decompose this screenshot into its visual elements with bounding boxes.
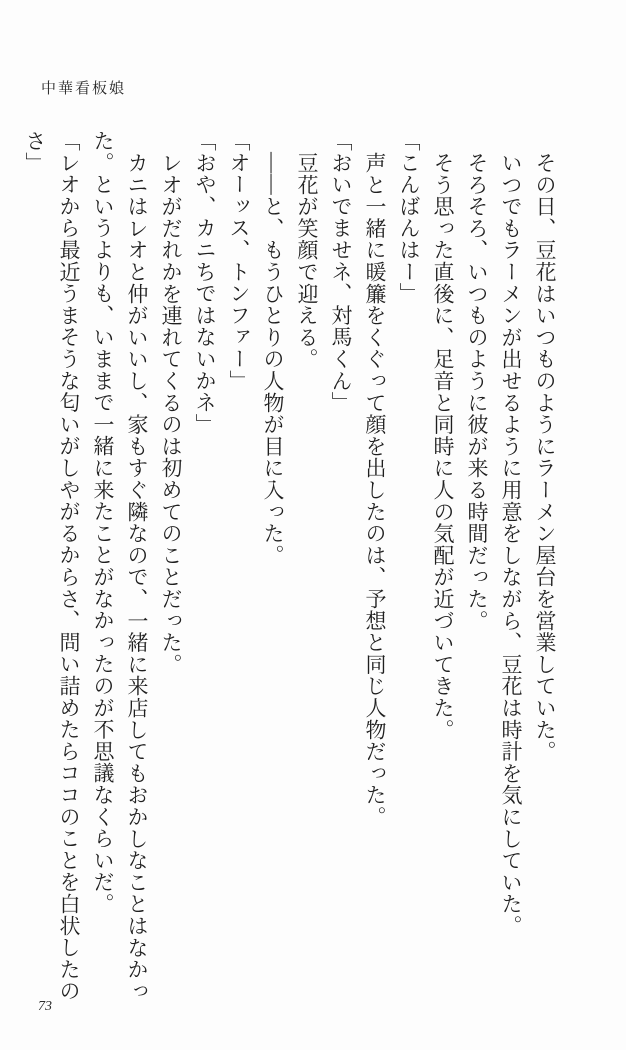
body-text-block xyxy=(18,130,562,1006)
text-line-dialogue: 「こんばんはー」 xyxy=(397,130,421,305)
text-line: 声と一緒に暖簾をくぐって顔を出したのは、予想と同じ人物だった。 xyxy=(363,152,387,828)
text-line: その日、豆花はいつものようにラーメン屋台を営業していた。 xyxy=(533,152,557,763)
text-line: 豆花が笑顔で迎える。 xyxy=(295,152,319,370)
text-line-dialogue: 「おいでませネ、対馬くん」 xyxy=(329,130,353,414)
text-line: そろそろ、いつものように彼が来る時間だった。 xyxy=(465,152,489,632)
text-line-dialogue: 「おや、カニちではないかネ」 xyxy=(193,130,217,436)
text-line-dialogue: 「オーッス、トンファー」 xyxy=(227,130,251,392)
text-line: ――と、もうひとりの人物が目に入った。 xyxy=(261,152,285,567)
page-number: 73 xyxy=(38,999,52,1014)
text-line-dialogue: 「レオから最近うまそうな匂いがしやがるからさ、問い詰めたらココのことを白状したの xyxy=(57,130,81,1002)
text-line: いつでもラーメンが出せるように用意をしながら、豆花は時計を気にしていた。 xyxy=(499,152,523,937)
text-line: た。というよりも、いままで一緒に来たことがなかったのが不思議なくらいだ。 xyxy=(91,130,115,915)
text-line: レオがだれかを連れてくるのは初めてのことだった。 xyxy=(159,152,183,676)
text-line: カニはレオと仲がいいし、家もすぐ隣なので、一緒に来店してもおかしなことはなかっ xyxy=(125,152,149,1003)
running-head-title: 中華看板娘 xyxy=(41,81,127,97)
text-line-dialogue: さ」 xyxy=(23,130,47,174)
text-line: そう思った直後に、足音と同時に人の気配が近づいてきた。 xyxy=(431,152,455,741)
